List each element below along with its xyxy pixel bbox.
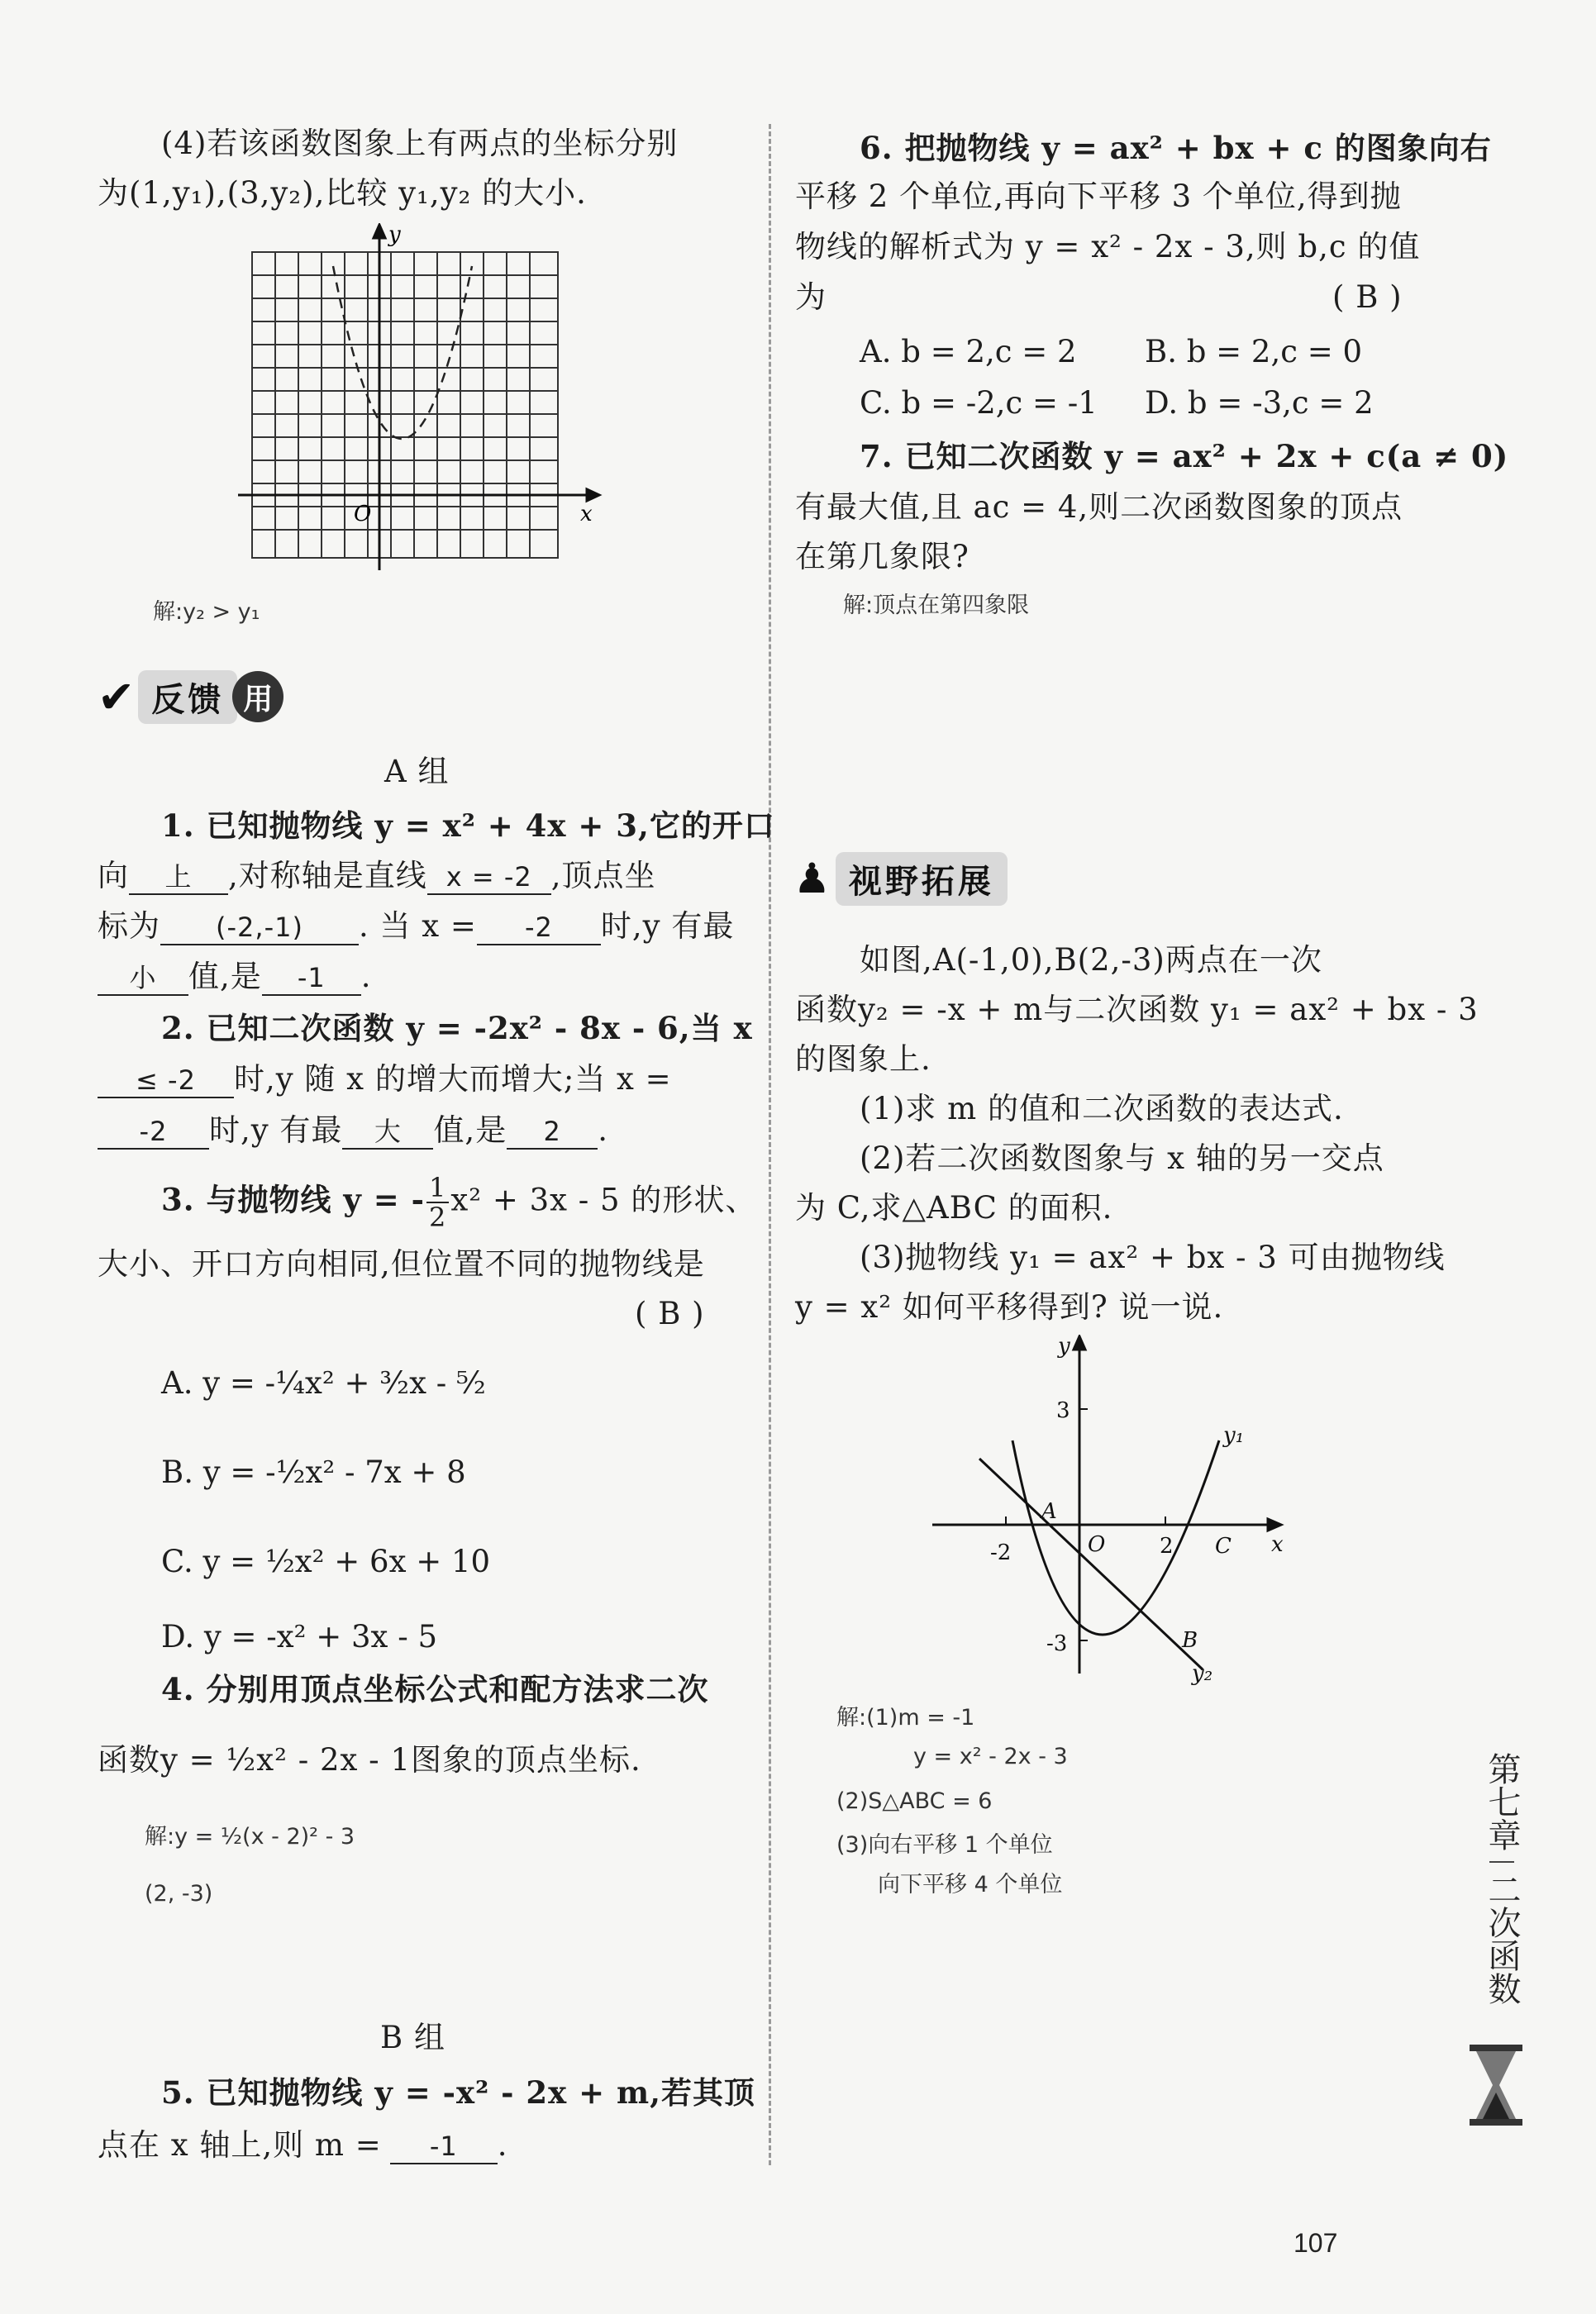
p1-answer-type: 小 — [98, 961, 188, 996]
p2-answer-val: 2 — [507, 1115, 598, 1150]
page-number: 107 — [1293, 2228, 1338, 2258]
p6-line2: 平移 2 个单位,再向下平移 3 个单位,得到抛 — [795, 179, 1402, 214]
column-divider — [769, 124, 771, 2165]
p6-line3: 物线的解析式为 y = x² - 2x - 3,则 b,c 的值 — [795, 229, 1421, 264]
p3-text-a: 3. 与抛物线 y = - — [161, 1181, 426, 1218]
ext-answer4: (3)向右平移 1 个单位 — [836, 1832, 1053, 1858]
p6-choice-a: A. b = 2,c = 2 — [860, 334, 1077, 369]
p3-line2: 大小、开口方向相同,但位置不同的抛物线是 — [98, 1246, 705, 1282]
p2-l3a: 时,y 有最 — [209, 1112, 343, 1148]
p1-line4 — [98, 957, 372, 997]
ext-tick-3: 3 — [1056, 1398, 1070, 1423]
ext-label-y2: y₂ — [1192, 1661, 1213, 1686]
p1-answer-open: 上 — [129, 860, 228, 895]
q4-answer: 解:y₂ > y₁ — [153, 599, 260, 625]
p2-l2a: 时,y 随 x 的增大而增大;当 x = — [234, 1061, 672, 1097]
chapter-separator — [1489, 1861, 1514, 1863]
ext-line1: 如图,A(-1,0),B(2,-3)两点在一次 — [860, 942, 1322, 978]
p1-text: 1. 已知抛物线 y = x² + 4x + 3,它的开口 — [161, 807, 775, 844]
p1-answer-axis: x = -2 — [427, 860, 551, 895]
chapter-label: 第七章 — [1483, 1752, 1521, 1851]
p7-line2: 有最大值,且 ac = 4,则二次函数图象的顶点 — [795, 489, 1403, 525]
p3-answer: ( B ) — [635, 1296, 705, 1331]
hourglass-icon — [1463, 2041, 1529, 2132]
ext-line8: y = x² 如何平移得到? 说一说. — [795, 1289, 1224, 1325]
p3-frac-num: 1 — [426, 1174, 449, 1203]
p5-l2a: 点在 x 轴上,则 m = — [98, 2127, 382, 2163]
p1-l4b: . — [360, 959, 372, 994]
p1-line1 — [161, 806, 775, 846]
graph-origin-label: O — [354, 502, 372, 526]
p3-text-b: x² + 3x - 5 的形状、 — [450, 1182, 757, 1218]
p5-l2b: . — [497, 2127, 508, 2163]
ext-o-label: O — [1088, 1532, 1106, 1557]
group-b-heading: B 组 — [380, 2020, 445, 2055]
p2-l3c: . — [598, 1112, 608, 1148]
p2-answer-type: 大 — [342, 1115, 433, 1150]
p1-line3 — [98, 907, 734, 946]
p7-line1 — [860, 436, 1508, 477]
p1-l3b: . 当 x = — [359, 908, 477, 944]
p2-text: 2. 已知二次函数 y = -2x² - 8x - 6,当 x — [161, 1010, 753, 1046]
p1-l4a: 值,是 — [188, 959, 262, 994]
p2-line3 — [98, 1111, 608, 1150]
p6-choice-b: B. b = 2,c = 0 — [1145, 334, 1363, 369]
p1-l3c: 时,y 有最 — [600, 908, 735, 944]
p5-text: 5. 已知抛物线 y = -x² - 2x + m,若其顶 — [161, 2074, 755, 2111]
ext-line4: (1)求 m 的值和二次函数的表达式. — [860, 1091, 1344, 1126]
p2-l3b: 值,是 — [433, 1112, 507, 1148]
p3-frac-den: 2 — [429, 1202, 447, 1233]
p4-line2: 函数y = ½x² - 2x - 1图象的顶点坐标. — [98, 1742, 641, 1778]
p3-choice-d: D. y = -x² + 3x - 5 — [161, 1619, 437, 1655]
p7-line3: 在第几象限? — [795, 539, 970, 574]
p4-answer1: 解:y = ½(x - 2)² - 3 — [145, 1824, 355, 1850]
p2-answer-x: -2 — [98, 1115, 209, 1150]
ext-tick-2: 2 — [1160, 1534, 1174, 1559]
p6-line4: 为 — [795, 279, 827, 315]
p3-choice-c: C. y = ½x² + 6x + 10 — [161, 1544, 491, 1579]
ext-x-label: x — [1271, 1532, 1284, 1557]
chapter-sidebar — [1473, 1752, 1531, 2005]
chapter-title: 二次函数 — [1483, 1873, 1521, 2005]
ext-answer3: (2)S△ABC = 6 — [836, 1788, 993, 1814]
p5-line2 — [98, 2126, 508, 2165]
p6-answer: ( B ) — [1332, 279, 1403, 315]
q4-line2: 为(1,y₁),(3,y₂),比较 y₁,y₂ 的大小. — [98, 175, 587, 211]
ext-answer2: y = x² - 2x - 3 — [913, 1744, 1068, 1769]
p1-l2c: ,顶点坐 — [550, 858, 656, 893]
p1-l2b: ,对称轴是直线 — [228, 858, 427, 893]
q4-line1: (4)若该函数图象上有两点的坐标分别 — [161, 126, 679, 161]
p3-choice-b: B. y = -½x² - 7x + 8 — [161, 1455, 466, 1490]
p6-choice-c: C. b = -2,c = -1 — [860, 385, 1098, 421]
p7-text: 7. 已知二次函数 y = ax² + 2x + c(a ≠ 0) — [860, 438, 1509, 474]
p4-text: 4. 分别用顶点坐标公式和配方法求二次 — [161, 1671, 709, 1707]
ext-line7: (3)抛物线 y₁ = ax² + bx - 3 可由抛物线 — [860, 1240, 1446, 1275]
ext-axes — [932, 1336, 1281, 1674]
p7-answer: 解:顶点在第四象限 — [843, 593, 1030, 618]
ext-tick-neg2: -2 — [990, 1540, 1012, 1565]
graph-y-label: y — [388, 223, 401, 247]
p5-line1 — [161, 2073, 755, 2113]
ext-point-c: C — [1215, 1534, 1232, 1559]
p3-line1 — [161, 1174, 756, 1231]
p5-answer-m: -1 — [390, 2130, 498, 2164]
ext-point-b: B — [1182, 1628, 1198, 1653]
group-a-heading: A 组 — [384, 754, 450, 789]
ext-line3: 的图象上. — [795, 1041, 931, 1077]
axes — [238, 225, 599, 570]
ext-answer1: 解:(1)m = -1 — [836, 1705, 975, 1731]
p1-answer-x: -2 — [477, 911, 601, 945]
p1-answer-vertex: (-2,-1) — [160, 911, 359, 945]
ext-line5: (2)若二次函数图象与 x 轴的另一交点 — [860, 1140, 1384, 1176]
checkmark-icon: ✔ — [98, 670, 136, 723]
p6-choice-d: D. b = -3,c = 2 — [1145, 385, 1374, 421]
ext-y-label: y — [1058, 1335, 1070, 1359]
ext-line2: 函数y₂ = -x + m与二次函数 y₁ = ax² + bx - 3 — [795, 992, 1479, 1027]
p1-line2 — [98, 856, 656, 896]
feedback-banner-text: 反馈 — [138, 670, 237, 724]
ext-tick-neg3: -3 — [1046, 1631, 1068, 1656]
ext-answer5: 向下平移 4 个单位 — [878, 1872, 1063, 1897]
p2-answer-cond: ≤ -2 — [98, 1064, 234, 1098]
p6-text: 6. 把抛物线 y = ax² + bx + c 的图象向右 — [860, 130, 1492, 166]
p1-l2a: 向 — [98, 858, 129, 893]
figure-icon: ♟ — [793, 855, 831, 902]
p2-line1 — [161, 1008, 753, 1049]
grid-lines — [252, 252, 558, 558]
ext-line6: 为 C,求△ABC 的面积. — [795, 1190, 1113, 1226]
ext-graph — [926, 1335, 1298, 1707]
feedback-banner-circle: 用 — [232, 671, 283, 722]
p4-line1 — [161, 1669, 709, 1710]
p6-line1 — [860, 128, 1492, 169]
feedback-banner — [98, 669, 283, 724]
ext-label-y1: y₁ — [1223, 1423, 1245, 1448]
p3-choice-a: A. y = -¼x² + ³⁄₂x - ⁵⁄₂ — [161, 1365, 486, 1401]
p3-fraction — [426, 1174, 449, 1231]
parabola-y1 — [1012, 1440, 1219, 1635]
p1-answer-val: -1 — [262, 961, 361, 996]
graph-x-label: x — [580, 502, 593, 526]
vision-banner — [793, 851, 1008, 906]
q4-grid-graph — [223, 223, 612, 570]
parabola-dashed — [333, 266, 472, 439]
p4-answer2: (2, -3) — [145, 1881, 213, 1907]
p2-line2 — [98, 1059, 672, 1099]
p1-l3a: 标为 — [98, 908, 160, 944]
ext-point-a: A — [1041, 1499, 1057, 1524]
vision-banner-text: 视野拓展 — [836, 852, 1008, 906]
